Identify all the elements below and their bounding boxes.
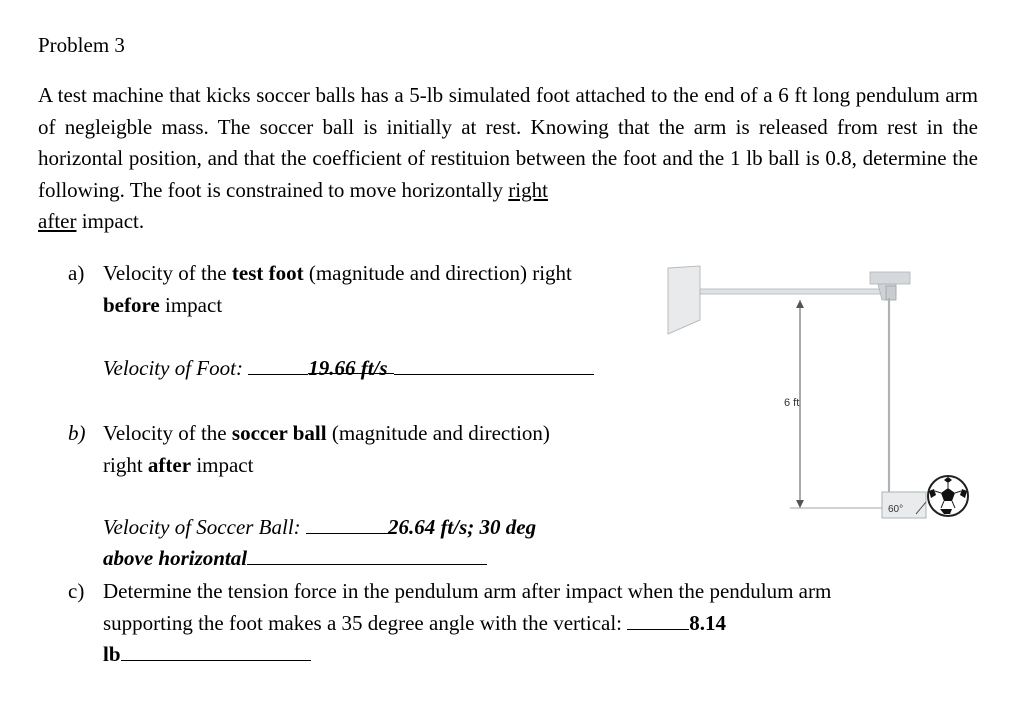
part-b-answer-line2 bbox=[103, 543, 487, 575]
part-a-question bbox=[103, 258, 663, 321]
soccer-ball-icon bbox=[928, 476, 968, 516]
answer-blank bbox=[121, 640, 311, 661]
answer-blank bbox=[627, 609, 689, 630]
problem-statement bbox=[38, 80, 978, 238]
answer-blank bbox=[247, 544, 487, 565]
part-a-answer-value: 19.66 ft/s bbox=[308, 353, 393, 374]
part-c-answer-value: 8.14 bbox=[689, 610, 727, 635]
statement-underlined-after: after bbox=[38, 209, 77, 233]
statement-underlined-right: right bbox=[508, 177, 548, 202]
problem-title: Problem 3 bbox=[38, 33, 125, 57]
statement-text: A test machine that kicks soccer balls has a 5-lb simulated foot attached to the end of a 6 ft long pendulum arm of negleigble mass. The soccer ball is initially at rest. Knowing that the arm is released from rest in the horizontal position, and that the coefficient of restituion between the foot and the 1 lb ball is 0.8, determine the following. The foot is constrained to move horizontally bbox=[38, 83, 978, 202]
answer-blank bbox=[394, 354, 594, 375]
part-b-bold: soccer ball bbox=[231, 421, 327, 445]
part-b-answer-value: 26.64 ft/s; 30 deg bbox=[387, 515, 537, 539]
dimension-label: 6 ft bbox=[784, 397, 800, 409]
part-a-marker: a) bbox=[68, 261, 85, 285]
part-c-marker: c) bbox=[68, 579, 85, 603]
arrow-down-icon bbox=[796, 500, 804, 508]
part-a-text: Velocity of the bbox=[103, 261, 232, 285]
part-b-answer-label: Velocity of Soccer Ball: bbox=[103, 515, 301, 539]
kicking-machine-figure bbox=[660, 258, 1000, 538]
pivot-mount bbox=[870, 272, 910, 284]
part-b-answer-value-2: above horizontal bbox=[103, 546, 248, 570]
statement-tail: impact. bbox=[76, 209, 145, 233]
part-b-question bbox=[103, 418, 663, 481]
part-c-answer-unit: lb bbox=[103, 642, 121, 666]
part-b-bold-2: after bbox=[147, 452, 192, 477]
part-c-question bbox=[103, 576, 983, 671]
part-b-marker: b) bbox=[68, 421, 86, 445]
part-c-text-1: Determine the tension force in the pendulum arm after impact when the pendulum arm bbox=[103, 579, 832, 603]
arrow-up-icon bbox=[796, 300, 804, 308]
wall-bracket bbox=[668, 266, 700, 334]
part-a-answer-label: Velocity of Foot: bbox=[103, 356, 243, 380]
part-b-text: Velocity of the bbox=[103, 421, 232, 445]
part-a-answer bbox=[103, 353, 594, 385]
part-a-bold-2: before bbox=[103, 292, 160, 317]
angle-label: 60° bbox=[888, 504, 904, 515]
part-a-text-2: impact bbox=[159, 292, 223, 317]
part-a-text-post: (magnitude and direction) right bbox=[303, 261, 572, 285]
part-c-text-2: supporting the foot makes a 35 degree angle with the vertical: bbox=[103, 610, 623, 635]
pivot-hub bbox=[886, 286, 896, 300]
horizontal-arm bbox=[700, 289, 888, 294]
part-b-answer bbox=[103, 512, 536, 544]
part-b-text-2: right bbox=[103, 452, 148, 477]
answer-blank bbox=[306, 513, 388, 534]
part-b-text-post: (magnitude and direction) bbox=[326, 421, 550, 445]
part-b-text-2-post: impact bbox=[191, 452, 254, 477]
answer-blank bbox=[248, 354, 308, 375]
part-a-bold: test foot bbox=[231, 261, 304, 285]
